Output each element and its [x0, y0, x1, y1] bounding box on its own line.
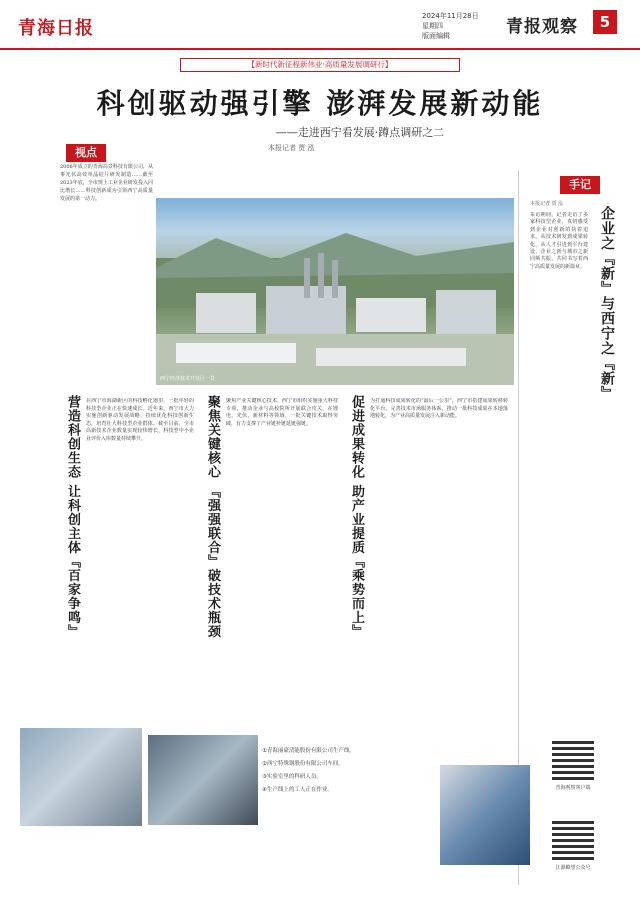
sidebar-byline: 本报记者 贾 泓	[530, 201, 564, 207]
photo-lab-worker	[440, 765, 530, 865]
photo-captions	[262, 745, 434, 797]
section-head-2: 聚焦关键核心 『强强联合』破技术瓶颈	[205, 395, 220, 639]
industrial-park-illustration	[156, 198, 514, 385]
sidebar-title: 企业之『新』与西宁之『新』	[599, 206, 615, 401]
article-column-2: 聚焦产业关键核心技术，西宁市组织实施重大科技专项，推动企业与高校院所开展联合攻关。在锂电、光伏、新材料等领域，一批关键技术取得突破，有力支撑了产业链补链延链强链。	[226, 398, 338, 427]
article-column-3: 为打通科技成果转化的“最后一公里”，西宁市搭建成果转移转化平台，完善技术市场服务体系，推动一批科技成果在本地落地转化，为产业高质量发展注入新动能。	[370, 398, 508, 420]
viewpoint-tag: 视点	[66, 144, 106, 162]
issue-editor: 版面编辑	[422, 32, 450, 40]
notes-tag: 手记	[560, 176, 600, 194]
main-photo	[156, 198, 514, 385]
photo-production-line	[20, 728, 142, 826]
subhead: ——走进西宁看发展·蹲点调研之二	[275, 126, 445, 139]
sidebar-text: 采访期间，记者走访了多家科技型企业，真切感受到企业对创新的执着追求。从技术研发到成果转化，从人才引进到平台建设，企业之新与城市之新同频共振，共同书写着西宁高质量发展的新篇章。	[530, 212, 588, 270]
caption-4: ④生产线上的工人正在作业。	[262, 787, 333, 793]
qr-label-account: 江源瞭望公众号	[555, 865, 591, 871]
photo-workshop	[148, 735, 258, 825]
caption-2: ②西宁特殊钢股份有限公司车间。	[262, 761, 344, 767]
series-banner: 【新时代新征程新伟业·高质量发展调研行】	[180, 58, 460, 72]
masthead	[0, 0, 640, 50]
article-column-1: 在西宁市海湖新区的科技孵化器里，一批年轻的科技型企业正在快速成长。近年来，西宁市大力实施创新驱动发展战略，持续优化科技创新生态，培育壮大科技型企业群体。截至目前，全市高新技术企业数量实现较快增长，科技型中小企业评价入库数量持续攀升。	[86, 398, 194, 442]
issue-weekday: 星期四	[422, 22, 443, 30]
qr-code-account[interactable]	[552, 818, 594, 860]
issue-date: 2024年11月28日	[422, 12, 479, 20]
headline: 科创驱动强引擎 澎湃发展新动能	[96, 87, 544, 120]
section-title: 青报观察	[506, 17, 578, 37]
caption-3: ③实验室里的科研人员。	[262, 774, 322, 780]
article-byline: 本报记者 贾 泓	[268, 144, 315, 152]
section-head-3: 促进成果转化 助产业提质『乘势而上』	[349, 395, 364, 639]
qr-code-app[interactable]	[552, 738, 594, 780]
issue-meta	[422, 11, 479, 41]
newspaper-logo: 青海日报	[18, 18, 94, 39]
photo-caption: 西宁经济技术开发区一景	[160, 376, 216, 382]
intro-paragraph: 2006年成立的青海高景科技有限公司，从事光伏高效单晶硅片研发制造……截至2023年底，全市规上工业企业研发投入同比增长……科技创新成为引领西宁高质量发展的第一动力。	[60, 164, 153, 202]
page-number: 5	[593, 10, 617, 34]
qr-label-app: 青海观察客户端	[555, 785, 591, 791]
caption-1: ①青海丽豪清能股份有限公司生产线。	[262, 748, 355, 754]
section-head-1: 营造科创生态 让科创主体『百家争鸣』	[65, 395, 80, 639]
